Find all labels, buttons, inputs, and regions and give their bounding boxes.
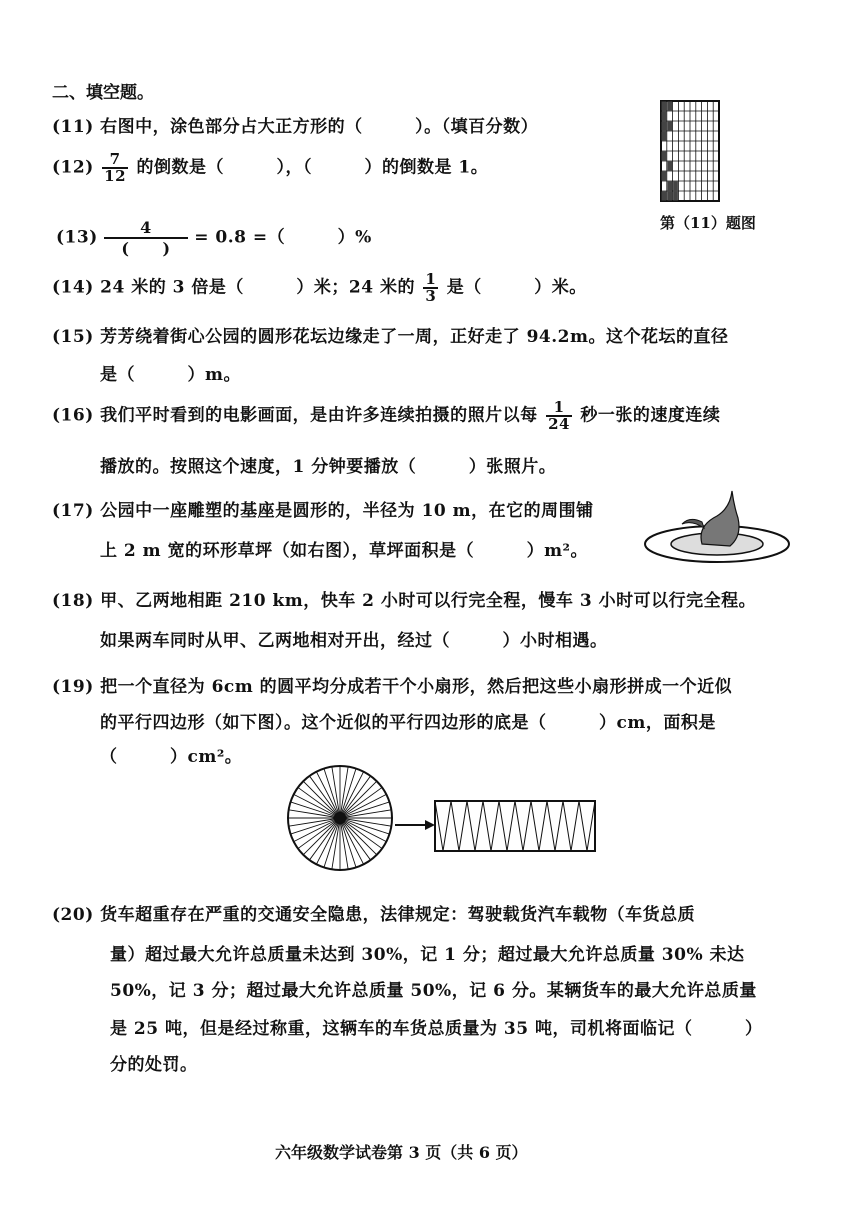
question-number: (16) (52, 405, 94, 426)
question-19-line2: 的平行四边形（如下图）。这个近似的平行四边形的底是（ ）cm，面积是 (100, 713, 716, 733)
question-text: 的倒数是（ ），（ ）的倒数是 1。 (136, 157, 489, 178)
question-number: (14) (52, 277, 94, 298)
question-16-line2: 播放的。按照这个速度，1 分钟要播放（ ）张照片。 (100, 457, 557, 477)
question-number: (20) (52, 905, 94, 925)
question-12 (52, 152, 488, 184)
question-16: (16) 我们平时看到的电影画面，是由许多连续拍摄的照片以每 $\frac{1}{24}$ 秒一张的速度连续 (52, 398, 721, 433)
question-20-line5: 分的处罚。 (110, 1055, 198, 1075)
question-15: (15) 芳芳绕着街心公园的圆形花坛边缘走了一周，正好走了 94.2m。这个花坛的直径 (52, 327, 729, 347)
question-20-line4: 是 25 吨，但是经过称重，这辆车的车货总质量为 35 吨，司机将面临记（ ） (110, 1019, 763, 1039)
question-17-line2: 上 2 m 宽的环形草坪（如右图），草坪面积是（ ）m²。 (100, 541, 589, 561)
figure-caption-11: 第（11）题图 (660, 214, 756, 232)
question-number: (18) (52, 591, 94, 611)
question-number: (19) (52, 677, 94, 697)
question-18: (18) 甲、乙两地相距 210 km，快车 2 小时可以行完全程，慢车 3 小时可以行完全程。 (52, 591, 757, 611)
question-20-line2: 量）超过最大允许总质量未达到 30%，记 1 分；超过最大允许总质量 30% 未达 (110, 945, 745, 965)
question-19-line3: （ ）cm²。 (100, 747, 243, 767)
question-13 (56, 218, 372, 258)
question-20: (20) 货车超重存在严重的交通安全隐患，法律规定：驾驶载货汽车载物（车货总质 (52, 905, 696, 925)
question-20-line3: 50%，记 3 分；超过最大允许总质量 50%，记 6 分。某辆货车的最大允许总质量 (110, 981, 757, 1001)
fraction: $\frac{1}{3}$ (425, 270, 437, 305)
question-number: (12) (52, 157, 94, 178)
sculpture-figure (642, 486, 792, 566)
question-number: (11) (52, 117, 94, 137)
fraction: $\frac{7}{12}$ (104, 150, 127, 185)
grid-figure (660, 100, 720, 202)
question-text: = 0.8 =（ ）% (194, 227, 372, 248)
circle-to-parallelogram-figure (285, 765, 605, 885)
question-text: 右图中，涂色部分占大正方形的（ ）。（填百分数） (100, 117, 539, 137)
question-14: (14) 24 米的 3 倍是（ ）米；24 米的 $\frac{1}{3}$ 是（ ）米。 (52, 270, 587, 305)
fraction: 4 ( ) (104, 218, 188, 258)
question-19: (19) 把一个直径为 6cm 的圆平均分成若干个小扇形，然后把这些小扇形拼成一个近似 (52, 677, 733, 697)
question-18-line2: 如果两车同时从甲、乙两地相对开出，经过（ ）小时相遇。 (100, 631, 608, 651)
question-number: (15) (52, 327, 94, 347)
fraction: $\frac{1}{24}$ (548, 398, 570, 433)
page-footer: 六年级数学试卷第 3 页（共 6 页） (275, 1143, 528, 1162)
question-11 (52, 112, 538, 137)
question-number: (17) (52, 501, 94, 521)
question-15-line2: 是（ ）m。 (100, 365, 241, 385)
question-17: (17) 公园中一座雕塑的基座是圆形的，半径为 10 m，在它的周围铺 (52, 501, 594, 521)
section-title: 二、填空题。 (52, 83, 154, 103)
question-number: (13) (56, 227, 98, 248)
